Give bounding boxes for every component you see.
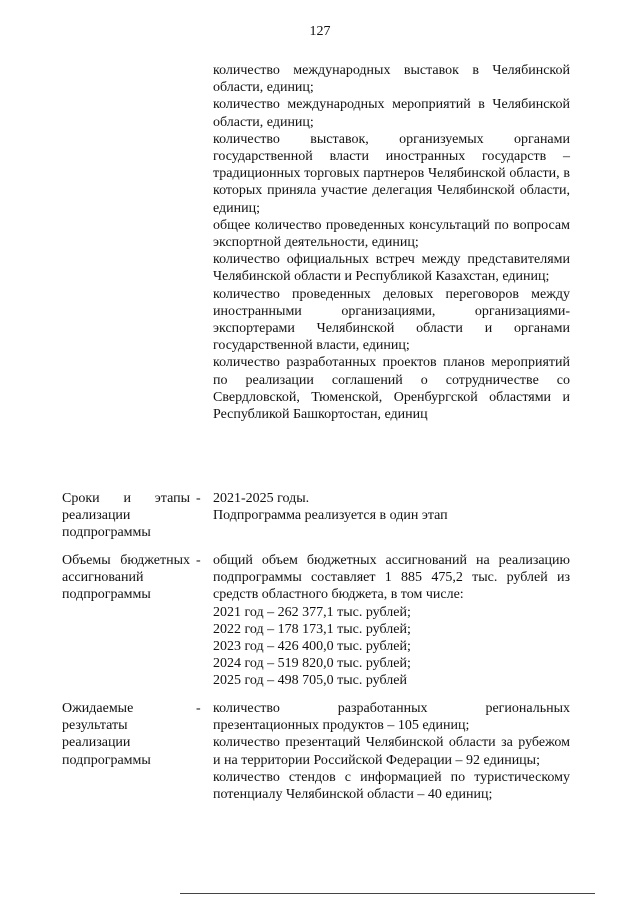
section-dash: -	[196, 553, 201, 568]
section-budget	[62, 552, 570, 690]
section-label-text: Ожидаемые результаты реализации подпрограммы	[62, 701, 151, 768]
section-label-text: Сроки и этапы реализации подпрограммы	[62, 491, 190, 541]
section-line: 2025 год – 498 705,0 тыс. рублей	[213, 673, 407, 689]
section-line: 2021-2025 годы.	[213, 491, 310, 506]
section-line: количество разработанных региональных презентационных продуктов – 105 единиц;	[213, 701, 570, 734]
section-terms	[62, 490, 570, 542]
section-label	[62, 490, 201, 542]
section-label-text: Объемы бюджетных ассигнований подпрограммы	[62, 553, 190, 603]
section-dash: -	[196, 701, 201, 716]
footer-rule	[180, 893, 595, 894]
list-item: количество разработанных проектов планов мероприятий по реализации соглашений о сотрудничестве со Свердловской, Тюменской, Оренбургской областями и Республикой Башкортостан, единиц	[213, 355, 570, 423]
indicator-list	[213, 62, 570, 423]
list-item: количество международных выставок в Челябинской области, единиц;	[213, 63, 570, 96]
list-item: количество официальных встреч между представителями Челябинской области и Республикой Казахстан, единиц;	[213, 252, 570, 285]
section-line: 2021 год – 262 377,1 тыс. рублей;	[213, 604, 411, 620]
page-number: 127	[309, 24, 331, 39]
section-label	[62, 552, 201, 690]
section-body	[213, 700, 570, 803]
section-line: 2024 год – 519 820,0 тыс. рублей;	[213, 656, 411, 672]
section-body	[213, 490, 570, 542]
list-item: общее количество проведенных консультаций по вопросам экспортной деятельности, единиц;	[213, 217, 570, 251]
section-line: количество презентаций Челябинской области за рубежом и на территории Российской Федерации – 92 единицы;	[213, 735, 570, 768]
section-line: общий объем бюджетных ассигнований на реализацию подпрограммы составляет 1 885 475,2 тыс. рублей из средств областного бюджета, в том числе:	[213, 553, 570, 603]
section-body	[213, 552, 570, 690]
section-results	[62, 700, 570, 803]
section-line: Подпрограмма реализуется в один этап	[213, 508, 448, 524]
list-item: количество проведенных деловых переговоров между иностранными организациями, организациями-экспортерами Челябинской области и органами государственной власти, единиц;	[213, 286, 570, 354]
section-label	[62, 700, 201, 803]
list-item: количество международных мероприятий в Челябинской области, единиц;	[213, 97, 570, 130]
section-line: количество стендов с информацией по туристическому потенциалу Челябинской области – 40 единиц;	[213, 769, 570, 803]
list-item: количество выставок, организуемых органами государственной власти иностранных государств – традиционных торговых партнеров Челябинской области, в которых приняла участие делегация Челябинской области, единиц;	[213, 131, 570, 216]
section-line: 2023 год – 426 400,0 тыс. рублей;	[213, 639, 411, 655]
section-line: 2022 год – 178 173,1 тыс. рублей;	[213, 621, 411, 637]
section-dash: -	[196, 491, 201, 506]
